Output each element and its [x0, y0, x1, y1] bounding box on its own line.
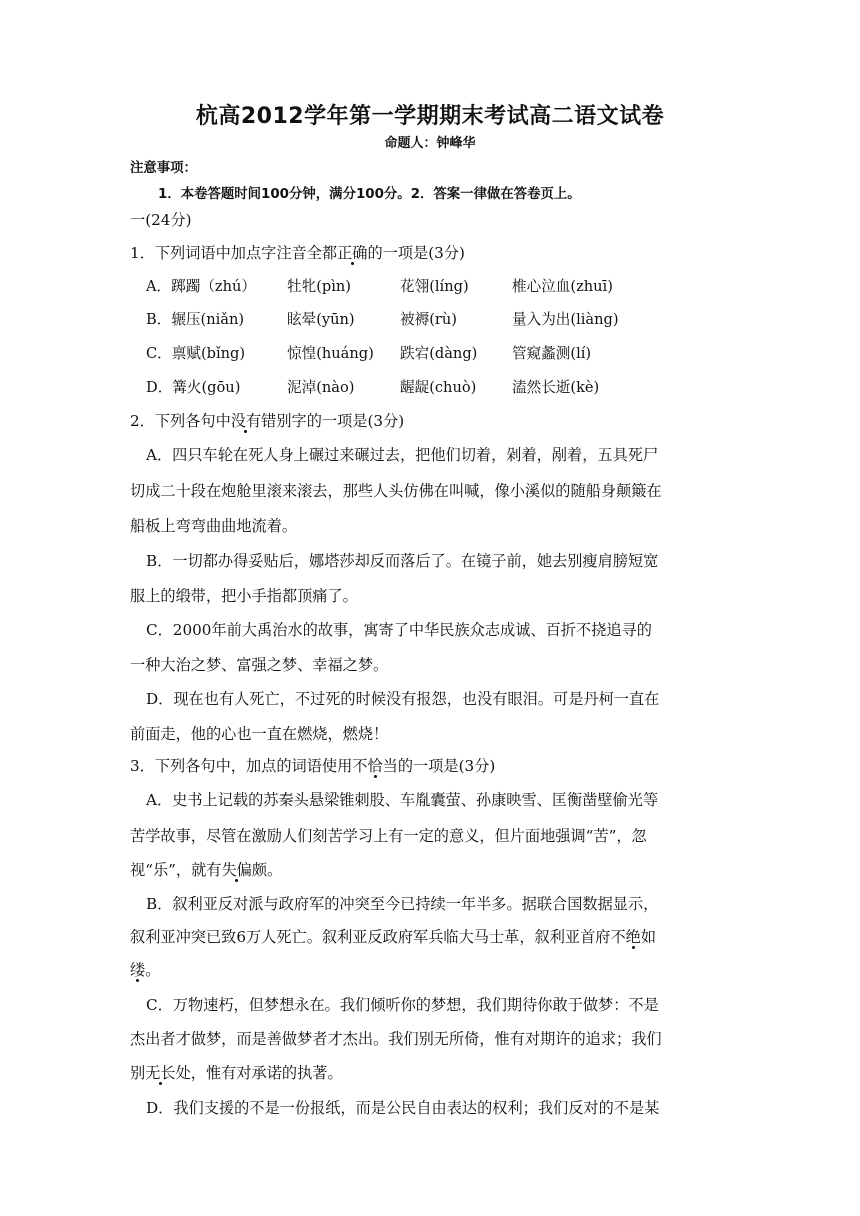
- q1-stem: 1．下列词语中加点字注音全都正确的一项是(3分): [130, 244, 465, 262]
- exam-title: 杭高2012学年第一学期期末考试高二语文试卷: [195, 104, 665, 129]
- emphasis-dots: 别无长处: [130, 1064, 191, 1082]
- exam-page: 杭高2012学年第一学期期末考试高二语文试卷 命题人：钟峰华 注意事项： 1．本卷答题时间100分钟，满分100分。2．答案一律做在答卷页上。 一(24分) 1．下列词语中加点字注音全都正确的一项是(3分) A．踯躅（zhú） 牡牝(pìn) 花翎(líng) 椎心泣血(zhuī) B．辗压(niǎn) 眩晕(yūn) 被褥(rù) 量入为出(liàng) C．禀赋(bǐng) 惊惶(huáng) 跌宕(dàng) 管窥蠡测(lí) D．篝火(gōu) 泥淖(nào) 龌龊(chuò) 溘然长逝(kè) 2．下列各句中没有错别字的一项是(3分) A．四只车轮在死人身上碾过来碾过去，把他们切着，剁着，剐着，五具死尸 切成二十段在炮舱里滚来滚去，那些人头仿佛在叫喊，像小溪似的随船身颠簸在 船板上弯弯曲曲地流着。 B．一切都办得妥贴后，娜塔莎却反而落后了。在镜子前，她去别瘦肩膀短宽 服上的缎带，把小手指都顶痛了。 C．2000年前大禹治水的故事，寓寄了中华民族众志成诚、百折不挠追寻的 一种大治之梦、富强之梦、幸福之梦。 D．现在也有人死亡，不过死的时候没有报怨，也没有眼泪。可是丹柯一直在 前面走，他的心也一直在燃烧，燃烧！ 3．下列各句中，加点的词语使用不恰当的一项是(3分) A．史书上记载的苏秦头悬梁锥刺股、车胤囊萤、孙康映雪、匡衡凿壁偷光等 苦学故事，尽管在激励人们刻苦学习上有一定的意义，但片面地强调“苦”，忽 视“乐”，就有失偏颇。 B．叙利亚反对派与政府军的冲突至今已持续一年半多。据联合国数据显示， 叙利亚冲突已致6万人死亡。叙利亚反政府军兵临大马士革，叙利亚首府不绝如 缕。 C．万物速朽，但梦想永在。我们倾听你的梦想，我们期待你敢于做梦：不是 杰出者才做梦，而是善做梦者才杰出。我们别无所倚，惟有对期许的追求；我们 别无长处，惟有对承诺的执著。 D．我们支援的不是一份报纸，而是公民自由表达的权利；我们反对的不是某: [0, 0, 860, 1216]
- emphasis-dots: 不绝如: [610, 928, 657, 946]
- emphasis-dots: 正确: [337, 244, 368, 262]
- emphasis-dots: 缕: [130, 961, 146, 979]
- emphasis-dots: 没有: [230, 412, 262, 430]
- notice-heading: 注意事项：: [130, 161, 197, 176]
- section-heading: 一(24分): [130, 211, 192, 229]
- emphasis-dots: 不恰当: [352, 757, 398, 775]
- emphasis-dots: 有失偏颇: [206, 861, 268, 879]
- exam-author: 命题人：钟峰华: [384, 136, 476, 151]
- q3-stem: 3．下列各句中，加点的词语使用不恰当的一项是(3分): [130, 757, 496, 775]
- notice-text: 1．本卷答题时间100分钟，满分100分。2．答案一律做在答卷页上。: [158, 187, 581, 202]
- q2-stem: 2．下列各句中没有错别字的一项是(3分): [130, 412, 405, 430]
